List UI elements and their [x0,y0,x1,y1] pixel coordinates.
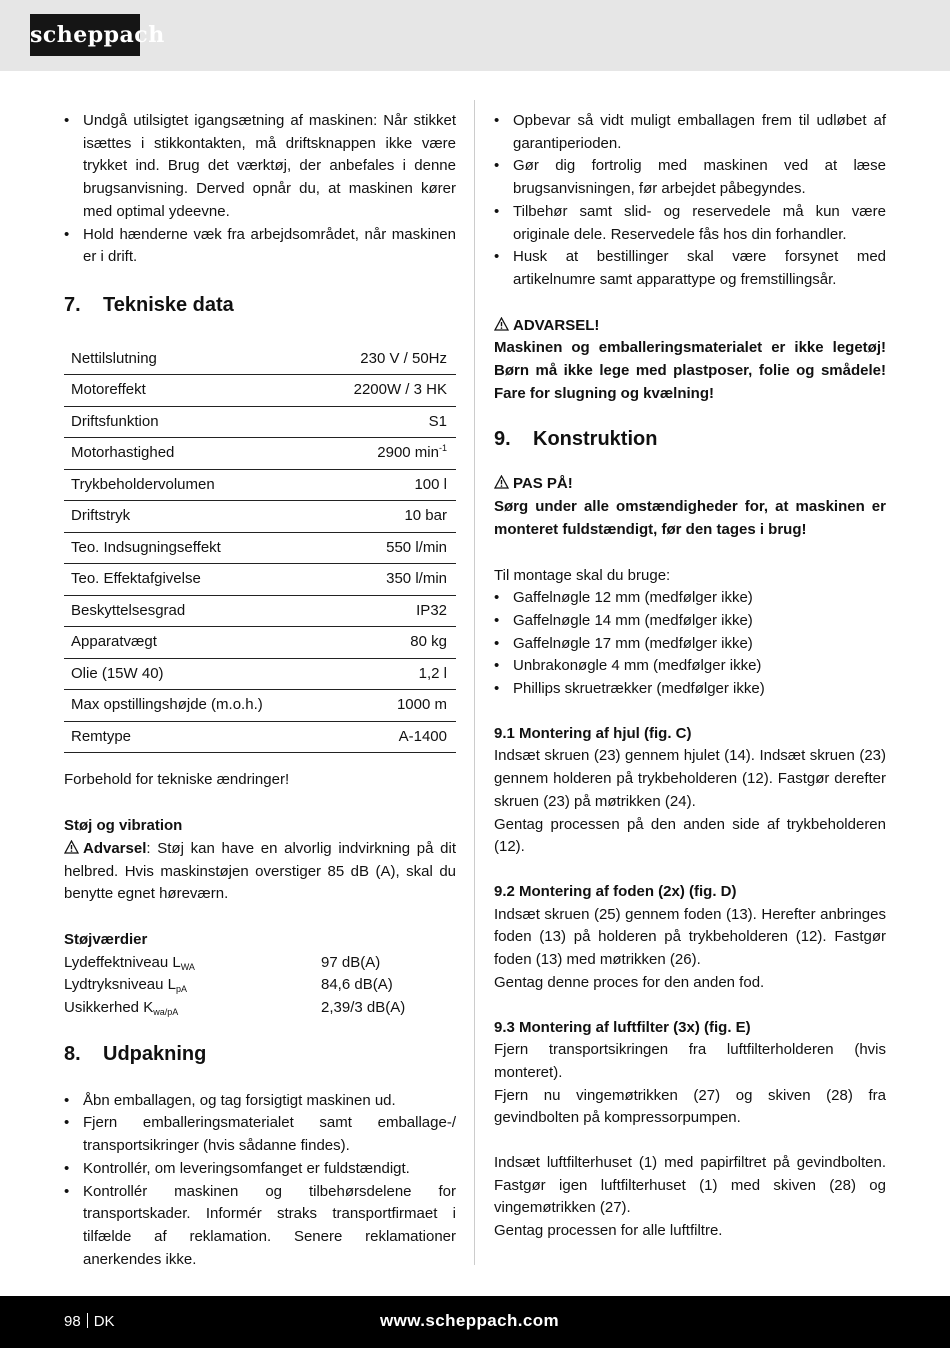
warning-triangle-icon [64,840,79,854]
list-item: • Phillips skruetrækker (medfølger ikke) [494,678,886,701]
tools-intro: Til montage skal du bruge: [494,566,671,584]
table-row [64,721,456,753]
caution-title [494,473,886,496]
list-item: • Undgå utilsigtet igangsætning af maskinen: Når stikket isættes i stikkontakten, må driftsknappen ikke være trykket ind. Brug det værktøj, der anbefales i denne brugsanvisning. Derved opnår du, at maskinen kører med optimal ydeevne. [64,110,456,224]
spec-label: Apparatvægt [64,627,321,659]
section-number: 8. [64,1042,81,1065]
spec-label: Trykbeholdervolumen [64,469,321,501]
spec-label: Teo. Indsugningseffekt [64,532,321,564]
subsection-9-3-text: Gentag processen for alle luftfiltre. [494,1222,723,1240]
noise-label [64,997,321,1020]
spec-label: Driftsfunktion [64,406,321,438]
technical-data-table [64,344,456,754]
noise-value: 84,6 dB(A) [321,976,393,994]
list-item: • Opbevar så vidt muligt emballagen frem til udløbet af garantiperioden. [494,110,886,155]
subsection-9-3-text: Fjern nu vingemøtrikken (27) og skiven (28) fra gevindbolten på kompressorpumpen. [494,1086,886,1127]
spec-label: Teo. Effektafgivelse [64,564,321,596]
subsection-9-3-text: Fjern transportsikringen fra luftfilterholderen (hvis monteret). [494,1041,886,1081]
table-row [64,690,456,722]
spec-value: 550 l/min [321,532,456,564]
scheppach-logo: scheppach [30,14,140,56]
noise-label-text: Lydtryksniveau L [64,976,177,994]
list-item: • Fjern emballeringsmaterialet samt emballage-/ transportsikringer (hvis sådanne findes). [64,1112,456,1157]
table-row [64,344,456,375]
spec-value: 2200W / 3 HK [321,375,456,407]
spec-value: 100 l [321,469,456,501]
noise-label-subscript: pA [176,984,188,995]
spec-label: Remtype [64,721,321,753]
list-item: • Kontrollér, om leveringsomfanget er fuldstændigt. [64,1158,456,1181]
table-row [64,595,456,627]
section-number: 7. [64,293,81,316]
page-number-value: 98 [64,1313,81,1330]
section-number: 9. [494,428,511,451]
noise-values-heading: Støjværdier [64,930,148,948]
spec-value: 10 bar [321,501,456,533]
technical-changes-note: Forbehold for tekniske ændringer! [64,771,290,789]
table-row [64,438,456,470]
noise-label [64,952,321,975]
noise-warning [64,838,456,906]
spec-value: 1000 m [321,690,456,722]
section-9-heading [494,425,886,453]
language-code: DK [93,1313,115,1330]
right-column [494,110,886,1243]
unpack-bullet-list [64,1090,456,1272]
spec-value: S1 [321,406,456,438]
section-title: Udpakning [103,1042,207,1065]
tools-list [494,587,886,701]
list-item: • Gaffelnøgle 12 mm (medfølger ikke) [494,587,886,610]
noise-label-text: Lydeffektniveau L [64,953,181,971]
warning-title [494,315,886,338]
spec-value: 2900 min [377,444,439,462]
spec-label: Motorhastighed [64,438,321,470]
noise-value: 2,39/3 dB(A) [321,999,406,1017]
noise-heading: Støj og vibration [64,817,183,835]
subsection-9-1-text: Gentag processen på den anden side af trykbeholderen (12). [494,815,886,856]
list-item: • Gaffelnøgle 17 mm (medfølger ikke) [494,633,886,656]
subsection-9-3-title: 9.3 Montering af luftfilter (3x) (fig. E) [494,1018,751,1036]
noise-warning-text: : Støj kan have en alvorlig indvirkning på dit helbred. Hvis maskinstøjen overstiger 85 dB (A), skal du benytte egnet høreværn. [64,839,456,903]
list-item: • Kontrollér maskinen og tilbehørsdelene for transportskader. Informér straks transportfirmaet i tilfælde af reklamation. Senere reklamationer anerkendes ikke. [64,1181,456,1272]
table-row [64,658,456,690]
list-item: • Åbn emballagen, og tag forsigtigt maskinen ud. [64,1090,456,1113]
spec-value: 230 V / 50Hz [321,344,456,375]
warning-triangle-icon [494,475,509,489]
website-url[interactable]: www.scheppach.com [380,1311,560,1330]
page-number [64,1311,115,1333]
list-item: • Gør dig fortrolig med maskinen ved at læse brugsanvisningen, før arbejdet påbegyndes. [494,155,886,200]
left-column [64,110,456,1271]
footer-bar [0,1296,950,1348]
list-item: • Hold hænderne væk fra arbejdsområdet, når maskinen er i drift. [64,224,456,269]
noise-label-subscript: wa/pA [153,1007,179,1018]
subsection-9-2-text: Indsæt skruen (25) gennem foden (13). Herefter anbringes foden (13) på holderen på trykbeholderen (12). Fastgør foden (13) med møtrikken (26). [494,905,886,969]
spec-value: 350 l/min [321,564,456,596]
spec-label: Max opstillingshøjde (m.o.h.) [64,690,321,722]
packaging-bullet-list [494,110,886,292]
table-row [64,406,456,438]
caution-text: Sørg under alle omstændigheder for, at maskinen er monteret fuldstændigt, før den tages i brug! [494,498,886,538]
spec-label: Olie (15W 40) [64,658,321,690]
spec-label: Nettilslutning [64,344,321,375]
subsection-9-1-title: 9.1 Montering af hjul (fig. C) [494,724,692,742]
table-row [64,501,456,533]
warning-text: Maskinen og emballeringsmaterialet er ikke legetøj! Børn må ikke lege med plastposer, folie og smådele! Fare for slugning og kvælning! [494,339,886,402]
section-title: Konstruktion [533,428,658,451]
section-8-heading [64,1040,456,1068]
noise-label-text: Usikkerhed K [64,999,154,1017]
header-bar [0,0,950,71]
warning-triangle-icon [494,317,509,331]
table-row [64,564,456,596]
list-item: • Tilbehør samt slid- og reservedele må kun være originale dele. Reservedele fås hos din forhandler. [494,201,886,246]
warning-title-text: ADVARSEL! [513,316,600,334]
noise-warning-label: Advarsel [83,839,147,857]
column-divider [474,100,475,1265]
spec-value: 80 kg [321,627,456,659]
spec-label: Driftstryk [64,501,321,533]
spec-value-cell [321,438,456,470]
section-title: Tekniske data [103,293,234,316]
noise-label-subscript: WA [180,961,195,972]
subsection-9-1-text: Indsæt skruen (23) gennem hjulet (14). Indsæt skruen (23) gennem holderen på trykbeholderen (12). Fastgør derefter skruen (23) på møtrikken (24). [494,747,886,810]
section-7-heading [64,291,456,319]
spec-value: IP32 [321,595,456,627]
table-row [64,532,456,564]
page-separator [87,1313,88,1328]
spec-value: 1,2 l [321,658,456,690]
noise-values-list [64,952,456,1020]
spec-value-exponent: -1 [438,443,447,454]
list-item: • Gaffelnøgle 14 mm (medfølger ikke) [494,610,886,633]
table-row [64,375,456,407]
subsection-9-2-title: 9.2 Montering af foden (2x) (fig. D) [494,882,737,900]
subsection-9-3-text: Indsæt luftfilterhuset (1) med papirfiltret på gevindbolten. Fastgør igen luftfilterhuset (1) med skiven (28) og vingemøtrikken (27). [494,1154,886,1217]
list-item: • Husk at bestillinger skal være forsynet med artikelnumre samt apparattype og fremstillingsår. [494,246,886,291]
table-row [64,469,456,501]
list-item: • Unbrakonøgle 4 mm (medfølger ikke) [494,655,886,678]
table-row [64,627,456,659]
safety-bullet-list [64,110,456,269]
noise-label [64,974,321,997]
spec-label: Beskyttelsesgrad [64,595,321,627]
noise-value: 97 dB(A) [321,953,381,971]
caution-title-text: PAS PÅ! [513,475,573,493]
subsection-9-2-text: Gentag denne proces for den anden fod. [494,973,765,991]
spec-label: Motoreffekt [64,375,321,407]
spec-value: A-1400 [321,721,456,753]
